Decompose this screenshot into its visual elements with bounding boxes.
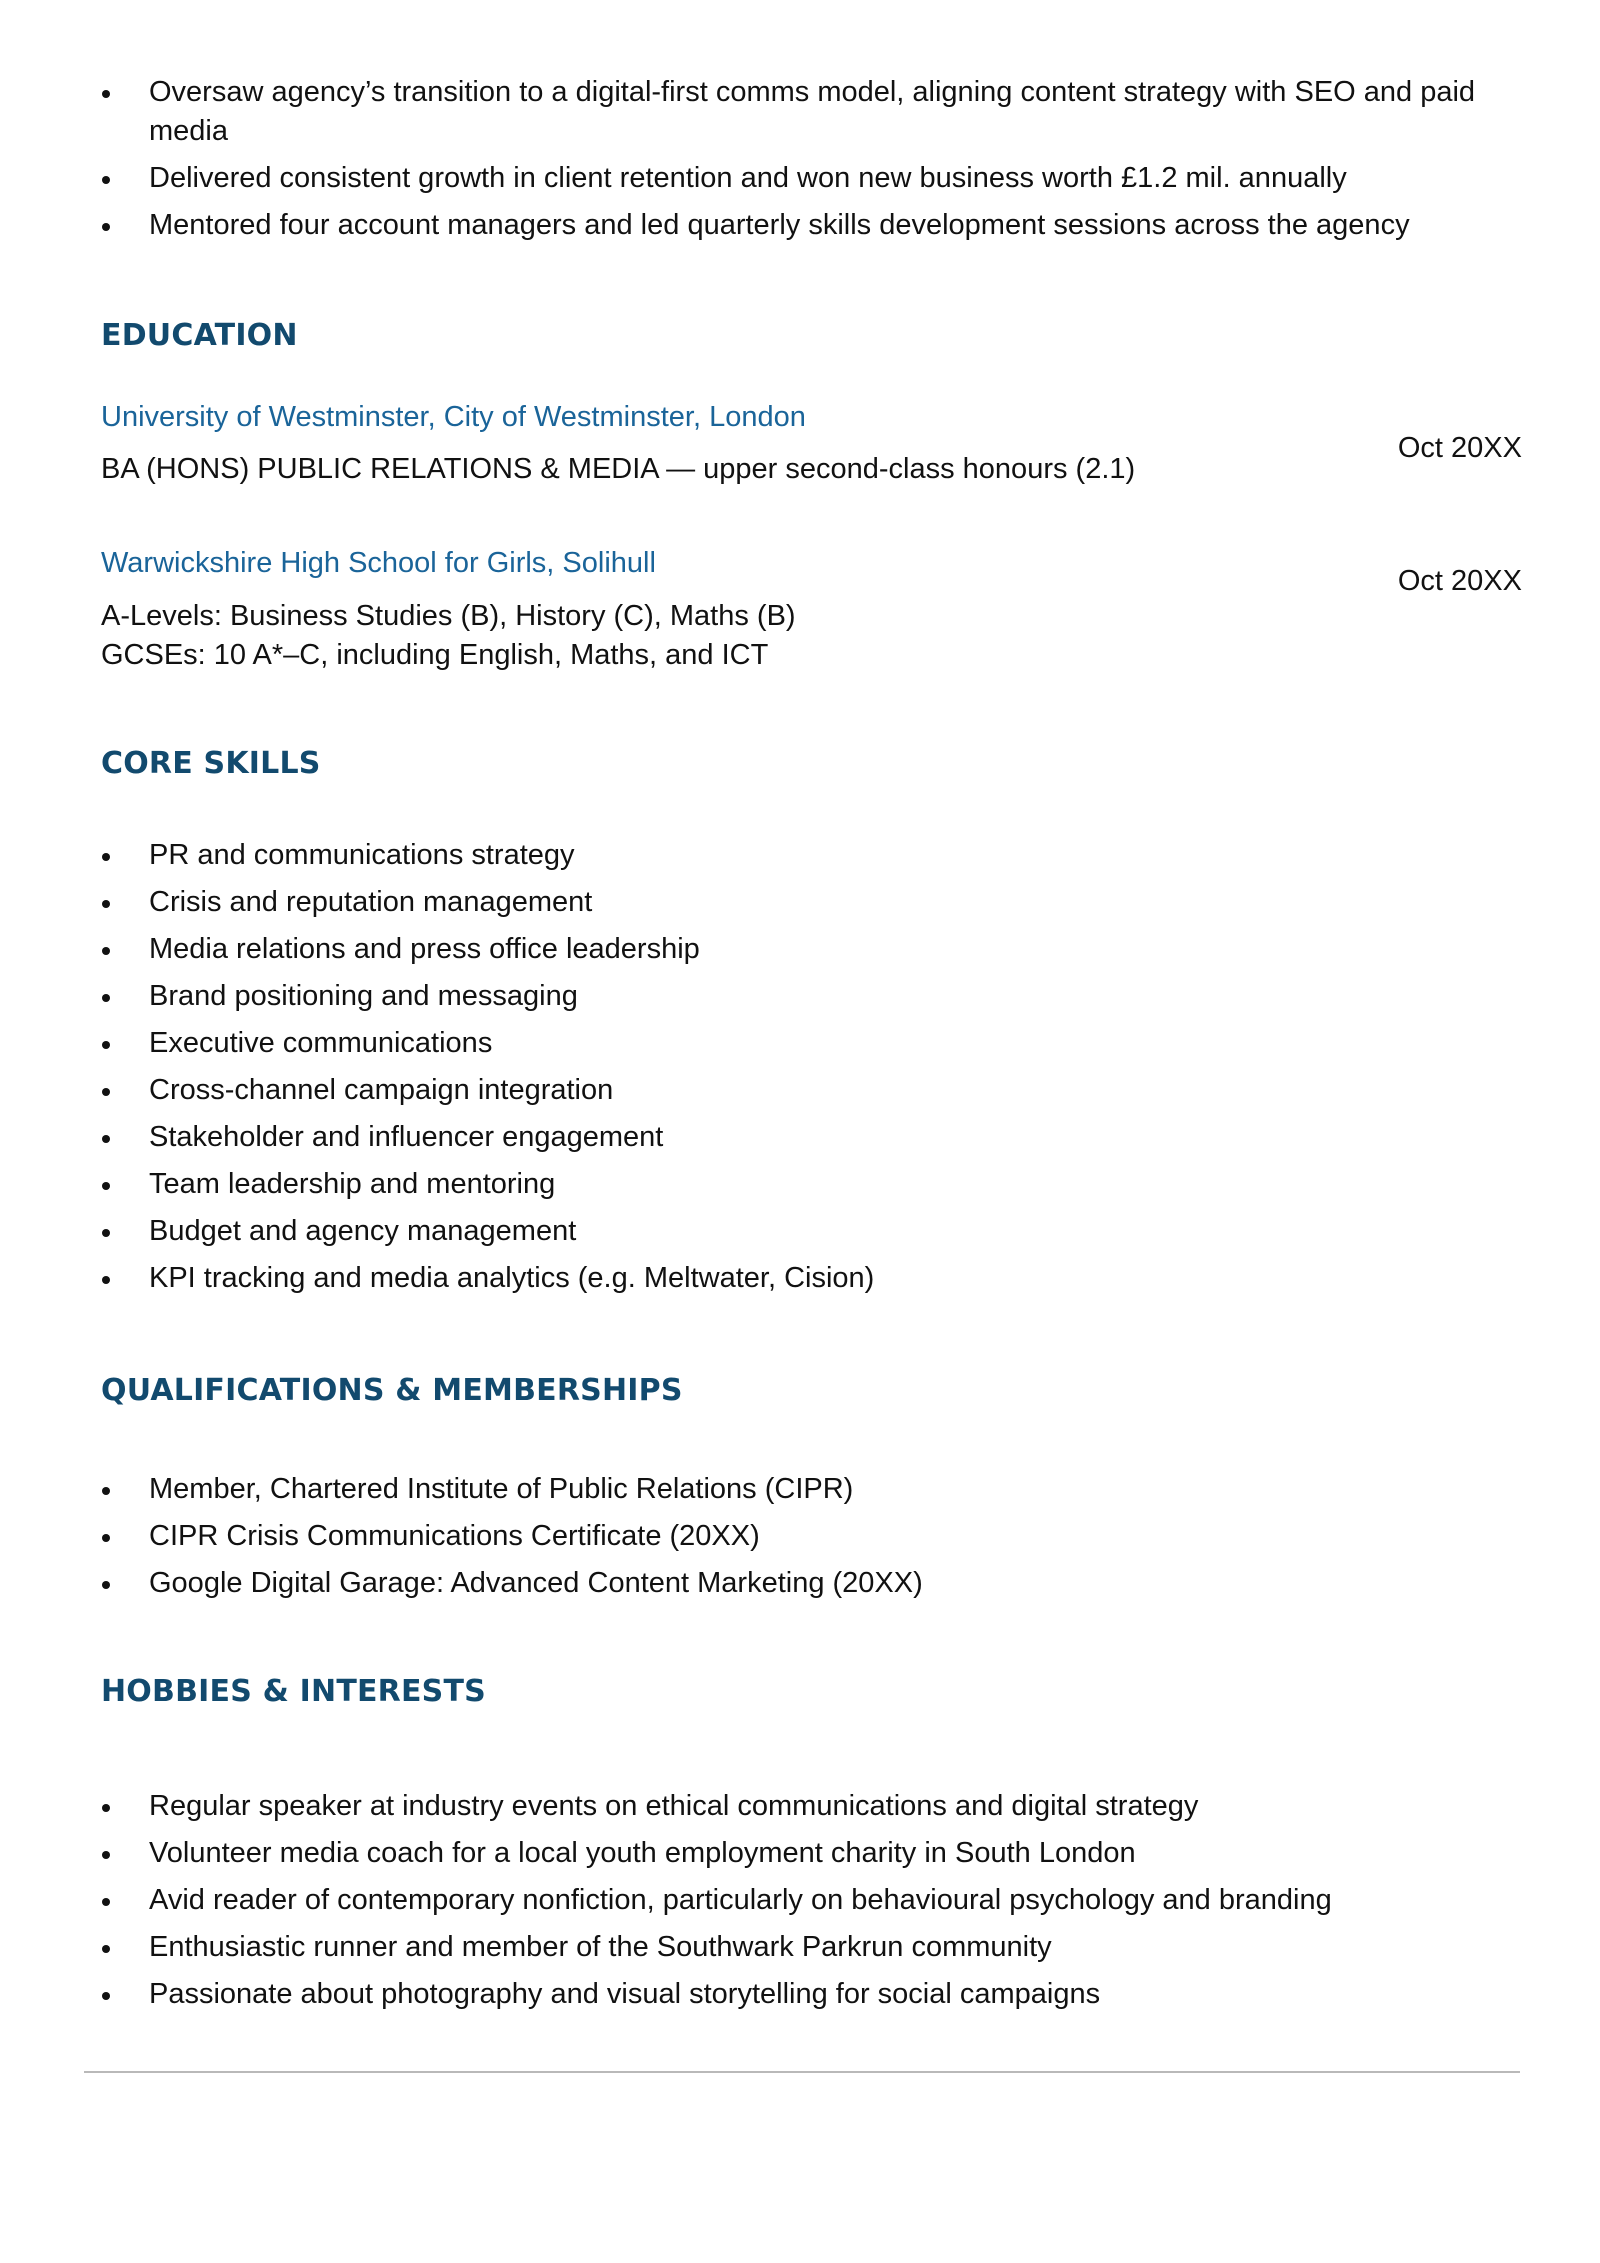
bullet-icon <box>102 1992 110 2000</box>
bullet-icon <box>102 1182 110 1190</box>
education-date: Oct 20XX <box>1397 565 1522 597</box>
bullet-icon <box>102 1276 110 1284</box>
bullet-icon <box>102 1945 110 1953</box>
list-item: Member, Chartered Institute of Public Relations (CIPR) <box>100 1470 1520 1509</box>
bullet-icon <box>102 1487 110 1495</box>
list-item: PR and communications strategy <box>100 836 1520 875</box>
bullet-icon <box>102 900 110 908</box>
list-item: Delivered consistent growth in client retention and won new business worth £1.2 mil. annually <box>100 159 1520 198</box>
list-item: Stakeholder and influencer engagement <box>100 1118 1520 1157</box>
education-qualification: BA (HONS) PUBLIC RELATIONS & MEDIA — upper second-class honours (2.1) <box>101 453 1136 485</box>
core-skills-heading: CORE SKILLS <box>101 746 321 781</box>
bullet-icon <box>102 90 110 98</box>
hobbies-list <box>100 1787 1520 2022</box>
bullet-icon <box>102 1088 110 1096</box>
list-item: Team leadership and mentoring <box>100 1165 1520 1204</box>
bullet-icon <box>102 1898 110 1906</box>
bullet-icon <box>102 1581 110 1589</box>
list-item: Budget and agency management <box>100 1212 1520 1251</box>
list-item: Executive communications <box>100 1024 1520 1063</box>
list-item: KPI tracking and media analytics (e.g. Meltwater, Cision) <box>100 1259 1520 1298</box>
education-institution: University of Westminster, City of Westminster, London <box>101 401 806 433</box>
hobbies-heading: HOBBIES & INTERESTS <box>101 1674 486 1709</box>
list-item: Cross-channel campaign integration <box>100 1071 1520 1110</box>
list-item: CIPR Crisis Communications Certificate (20XX) <box>100 1517 1520 1556</box>
core-skills-list <box>100 836 1520 1306</box>
bullet-icon <box>102 1534 110 1542</box>
bullet-icon <box>102 1041 110 1049</box>
qualifications-list <box>100 1470 1520 1611</box>
education-institution: Warwickshire High School for Girls, Solihull <box>101 547 656 579</box>
list-item: Passionate about photography and visual storytelling for social campaigns <box>100 1975 1520 2014</box>
list-item: Volunteer media coach for a local youth employment charity in South London <box>100 1834 1520 1873</box>
qualifications-heading: QUALIFICATIONS & MEMBERSHIPS <box>101 1373 683 1408</box>
education-heading: EDUCATION <box>101 318 298 353</box>
bullet-icon <box>102 994 110 1002</box>
list-item: Crisis and reputation management <box>100 883 1520 922</box>
list-item: Brand positioning and messaging <box>100 977 1520 1016</box>
education-date: Oct 20XX <box>1397 432 1522 464</box>
page-divider <box>84 2071 1520 2073</box>
list-item: Mentored four account managers and led quarterly skills development sessions across the agency <box>100 206 1520 245</box>
list-item: Avid reader of contemporary nonfiction, particularly on behavioural psychology and branding <box>100 1881 1520 1920</box>
list-item: Media relations and press office leadership <box>100 930 1520 969</box>
experience-bullet-list <box>100 73 1520 253</box>
bullet-icon <box>102 223 110 231</box>
bullet-icon <box>102 947 110 955</box>
education-qualification: GCSEs: 10 A*–C, including English, Maths, and ICT <box>101 639 769 671</box>
bullet-icon <box>102 1229 110 1237</box>
list-item: Oversaw agency’s transition to a digital-first comms model, aligning content strategy with SEO and paid media <box>100 73 1520 151</box>
bullet-icon <box>102 1851 110 1859</box>
bullet-icon <box>102 853 110 861</box>
bullet-icon <box>102 176 110 184</box>
bullet-icon <box>102 1804 110 1812</box>
list-item: Regular speaker at industry events on ethical communications and digital strategy <box>100 1787 1520 1826</box>
list-item: Enthusiastic runner and member of the Southwark Parkrun community <box>100 1928 1520 1967</box>
education-qualification: A-Levels: Business Studies (B), History (C), Maths (B) <box>101 600 796 632</box>
list-item: Google Digital Garage: Advanced Content Marketing (20XX) <box>100 1564 1520 1603</box>
bullet-icon <box>102 1135 110 1143</box>
